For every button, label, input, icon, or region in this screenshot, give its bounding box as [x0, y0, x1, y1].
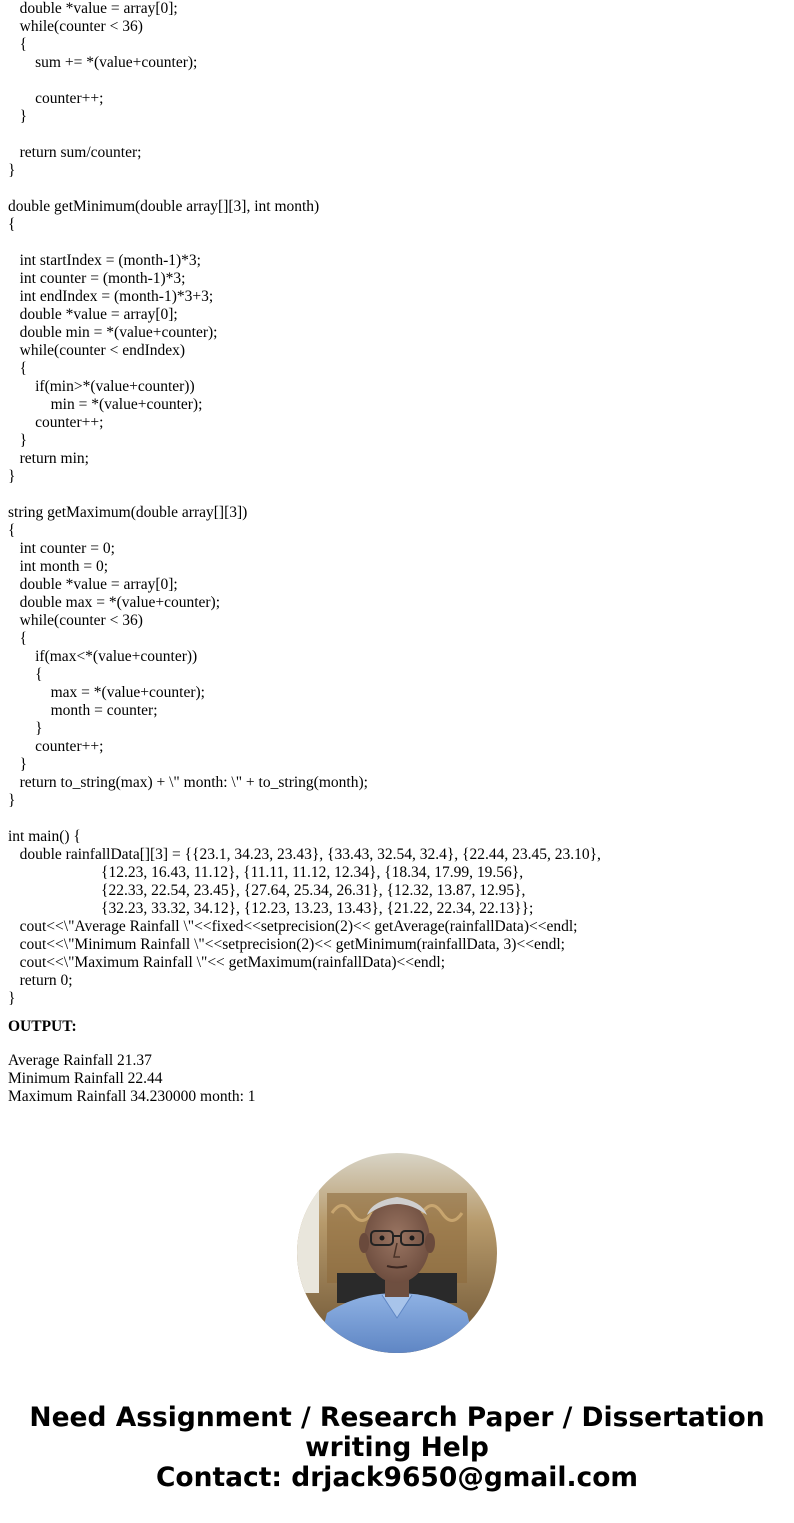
code-line: while(counter < endIndex): [8, 342, 186, 359]
code-line: string getMaximum(double array[][3]): [8, 504, 248, 521]
code-line: min = *(value+counter);: [8, 396, 203, 413]
code-line: }: [8, 792, 16, 809]
code-line: return sum/counter;: [8, 144, 142, 161]
code-line: double getMinimum(double array[][3], int month): [8, 198, 320, 215]
banner-line-1: Need Assignment / Research Paper / Dissertation: [29, 1402, 765, 1433]
code-line: }: [8, 756, 28, 773]
code-line: double *value = array[0];: [8, 306, 178, 323]
code-line: double rainfallData[][3] = {{23.1, 34.23, 23.43}, {33.43, 32.54, 32.4}, {22.44, 23.45, 23.10},: [8, 846, 601, 863]
code-line: while(counter < 36): [8, 612, 143, 629]
code-line: double min = *(value+counter);: [8, 324, 218, 341]
code-line: sum += *(value+counter);: [8, 54, 198, 71]
code-line: }: [8, 468, 16, 485]
output-line-maximum: Maximum Rainfall 34.230000 month: 1: [8, 1088, 256, 1105]
code-line: [8, 810, 788, 828]
code-line: int main() {: [8, 828, 81, 845]
code-line: {: [8, 36, 28, 53]
code-line: max = *(value+counter);: [8, 684, 205, 701]
code-line: {: [8, 360, 28, 377]
code-line: int month = 0;: [8, 558, 109, 575]
code-line: {32.23, 33.32, 34.12}, {12.23, 13.23, 13.43}, {21.22, 22.34, 22.13}};: [8, 900, 534, 917]
code-line: [8, 486, 788, 504]
code-block: [8, 0, 788, 1008]
code-line: return to_string(max) + \" month: \" + to_string(month);: [8, 774, 368, 791]
output-heading: OUTPUT:: [8, 1018, 77, 1035]
output-line-average: Average Rainfall 21.37: [8, 1052, 152, 1069]
code-line: double *value = array[0];: [8, 576, 178, 593]
code-line: int endIndex = (month-1)*3+3;: [8, 288, 214, 305]
code-line: {22.33, 22.54, 23.45}, {27.64, 25.34, 26.31}, {12.32, 13.87, 12.95},: [8, 882, 526, 899]
contact-banner: [0, 1403, 794, 1493]
code-line: month = counter;: [8, 702, 158, 719]
code-line: while(counter < 36): [8, 18, 143, 35]
author-photo-illustration: [297, 1153, 497, 1353]
code-line: {12.23, 16.43, 11.12}, {11.11, 11.12, 12.34}, {18.34, 17.99, 19.56},: [8, 864, 524, 881]
code-line: {: [8, 522, 16, 539]
output-line-minimum: Minimum Rainfall 22.44: [8, 1070, 163, 1087]
code-line: }: [8, 108, 28, 125]
code-line: }: [8, 162, 16, 179]
code-line: cout<<\"Maximum Rainfall \"<< getMaximum(rainfallData)<<endl;: [8, 954, 446, 971]
code-line: int counter = 0;: [8, 540, 115, 557]
code-line: [8, 72, 788, 90]
code-line: {: [8, 630, 28, 647]
code-line: {: [8, 216, 16, 233]
code-line: }: [8, 990, 16, 1007]
code-line: }: [8, 432, 28, 449]
code-line: if(min>*(value+counter)): [8, 378, 195, 395]
code-line: [8, 126, 788, 144]
code-line: }: [8, 720, 43, 737]
code-line: int startIndex = (month-1)*3;: [8, 252, 201, 269]
banner-line-3: Contact: drjack9650@gmail.com: [155, 1462, 639, 1493]
code-line: cout<<\"Average Rainfall \"<<fixed<<setprecision(2)<< getAverage(rainfallData)<<endl;: [8, 918, 578, 935]
code-line: int counter = (month-1)*3;: [8, 270, 186, 287]
code-line: double max = *(value+counter);: [8, 594, 221, 611]
banner-line-2: writing Help: [305, 1432, 489, 1463]
code-line: return 0;: [8, 972, 73, 989]
code-line: [8, 180, 788, 198]
code-line: double *value = array[0];: [8, 0, 178, 17]
code-line: {: [8, 666, 43, 683]
code-line: counter++;: [8, 738, 104, 755]
code-line: if(max<*(value+counter)): [8, 648, 198, 665]
code-line: cout<<\"Minimum Rainfall \"<<setprecision(2)<< getMinimum(rainfallData, 3)<<endl;: [8, 936, 565, 953]
author-photo: [297, 1153, 497, 1353]
code-line: return min;: [8, 450, 89, 467]
code-line: counter++;: [8, 90, 104, 107]
code-line: counter++;: [8, 414, 104, 431]
code-line: [8, 234, 788, 252]
output-lines: [8, 1052, 256, 1106]
